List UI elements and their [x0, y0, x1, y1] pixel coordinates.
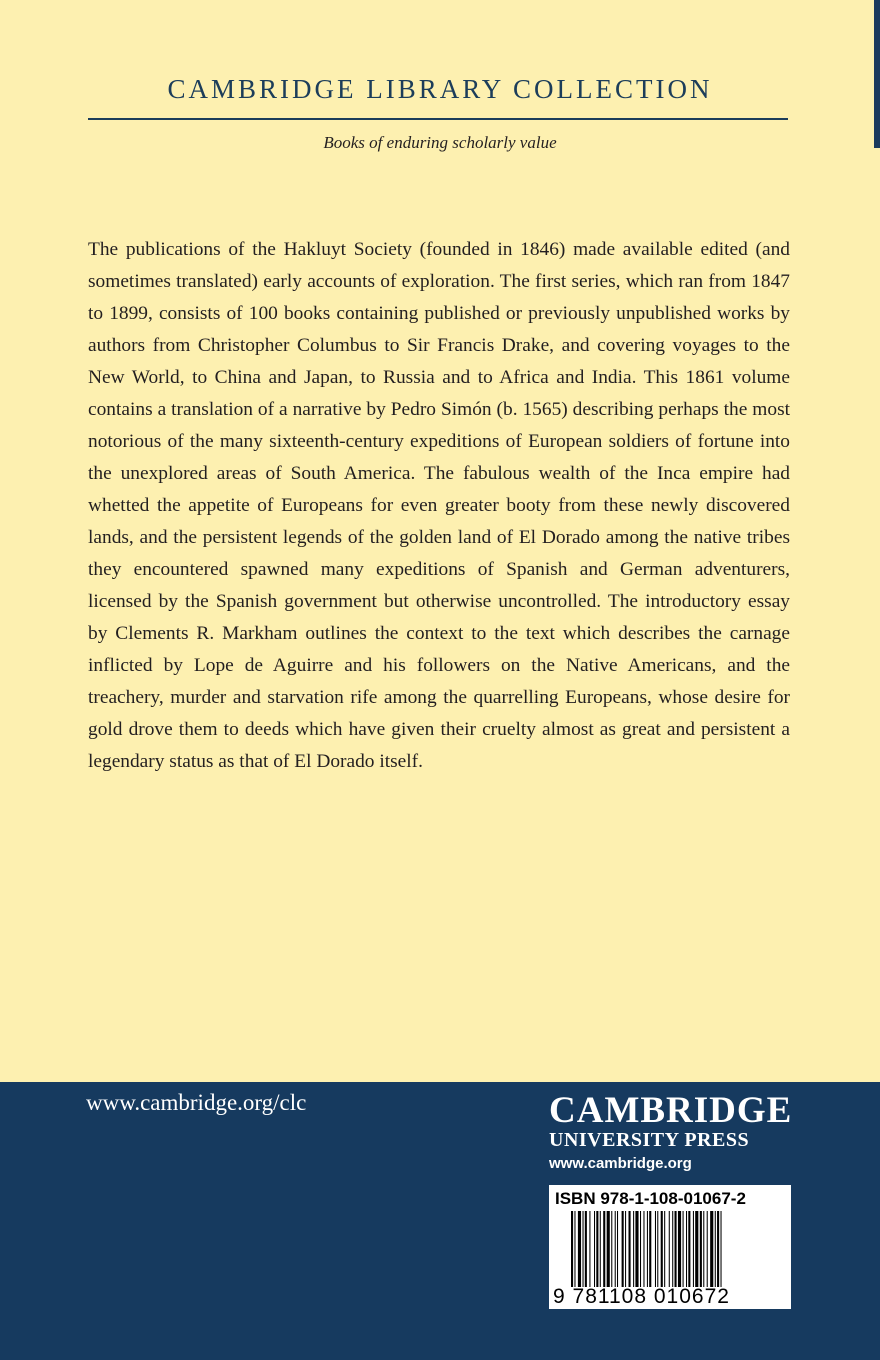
series-url-link[interactable]: www.cambridge.org/clc — [86, 1090, 307, 1115]
barcode-bar — [607, 1211, 610, 1287]
barcode-bar — [643, 1211, 644, 1287]
barcode-bar — [710, 1211, 713, 1287]
barcode-bar — [678, 1211, 681, 1287]
title-divider — [88, 118, 788, 120]
series-tagline: Books of enduring scholarly value — [323, 133, 557, 152]
barcode-bars-icon — [571, 1211, 785, 1287]
barcode-bar — [657, 1211, 658, 1287]
barcode-bar — [695, 1211, 698, 1287]
publisher-subtitle: UNIVERSITY PRESS — [549, 1129, 750, 1151]
barcode-bar — [707, 1211, 708, 1287]
barcode-bar — [640, 1211, 641, 1287]
barcode-bar — [635, 1211, 638, 1287]
barcode-bar — [672, 1211, 673, 1287]
barcode-bar — [622, 1211, 624, 1287]
barcode-bar — [661, 1211, 663, 1287]
barcode-bar — [615, 1211, 616, 1287]
series-title: CAMBRIDGE LIBRARY COLLECTION — [167, 74, 713, 104]
barcode-bar — [600, 1211, 601, 1287]
barcode-digits: 9 781108 010672 — [553, 1285, 730, 1308]
barcode-bar — [574, 1211, 575, 1287]
barcode-bar — [603, 1211, 605, 1287]
barcode-bar — [617, 1211, 618, 1287]
barcode-bar — [688, 1211, 690, 1287]
barcode-bar — [578, 1211, 581, 1287]
barcode-bar — [683, 1211, 684, 1287]
barcode-bar — [611, 1211, 612, 1287]
barcode-bar — [585, 1211, 587, 1287]
barcode-bar — [571, 1211, 573, 1287]
barcode-bar — [647, 1211, 648, 1287]
publisher-name: CAMBRIDGE — [549, 1090, 793, 1131]
barcode-panel — [549, 1185, 791, 1309]
barcode-bar — [693, 1211, 694, 1287]
barcode-bar — [664, 1211, 665, 1287]
barcode-bar — [686, 1211, 687, 1287]
barcode-bar — [589, 1211, 590, 1287]
barcode-bar — [717, 1211, 719, 1287]
barcode-bar — [669, 1211, 670, 1287]
barcode-bar — [649, 1211, 651, 1287]
barcode-bar — [629, 1211, 631, 1287]
barcode-bar — [596, 1211, 598, 1287]
barcode-bar — [700, 1211, 702, 1287]
publisher-logo — [549, 1090, 791, 1172]
book-description: The publications of the Hakluyt Society (founded in 1846) made available edited (and sometimes translated) early accounts of exploration. The first series, which ran from 1847 to 1899, consists of 100 books containing published or previously unpublished works by authors from Christopher Columbus to Sir Francis Drake, and covering voyages to the New World, to China and Japan, to Russia and to Africa and India. This 1861 volume contains a translation of a narrative by Pedro Simón (b. 1565) describing perhaps the most notorious of the many sixteenth-century expeditions of European soldiers of fortune into the unexplored areas of South America. The fabulous wealth of the Inca empire had whetted the appetite of Europeans for even greater booty from these newly discovered lands, and the persistent legends of the golden land of El Dorado among the native tribes they encountered spawned many expeditions of Spanish and German adventurers, licensed by the Spanish government but otherwise uncontrolled. The introductory essay by Clements R. Markham outlines the context to the text which describes the carnage inflicted by Lope de Aguirre and his followers on the Native Americans, and the treachery, murder and starvation rife among the quarrelling Europeans, whose desire for gold drove them to deeds which have given their cruelty almost as great and persistent a legendary status as that of El Dorado itself. — [88, 239, 790, 772]
barcode-bar — [655, 1211, 656, 1287]
barcode-bar — [633, 1211, 634, 1287]
barcode-bar — [625, 1211, 626, 1287]
publisher-url-link[interactable]: www.cambridge.org — [549, 1155, 692, 1172]
barcode-bar — [594, 1211, 595, 1287]
barcode-bar — [703, 1211, 704, 1287]
barcode-bar — [721, 1211, 722, 1287]
barcode-bar — [675, 1211, 677, 1287]
isbn-label: ISBN 978-1-108-01067-2 — [555, 1189, 746, 1208]
barcode-bar — [583, 1211, 584, 1287]
barcode-bar — [715, 1211, 716, 1287]
